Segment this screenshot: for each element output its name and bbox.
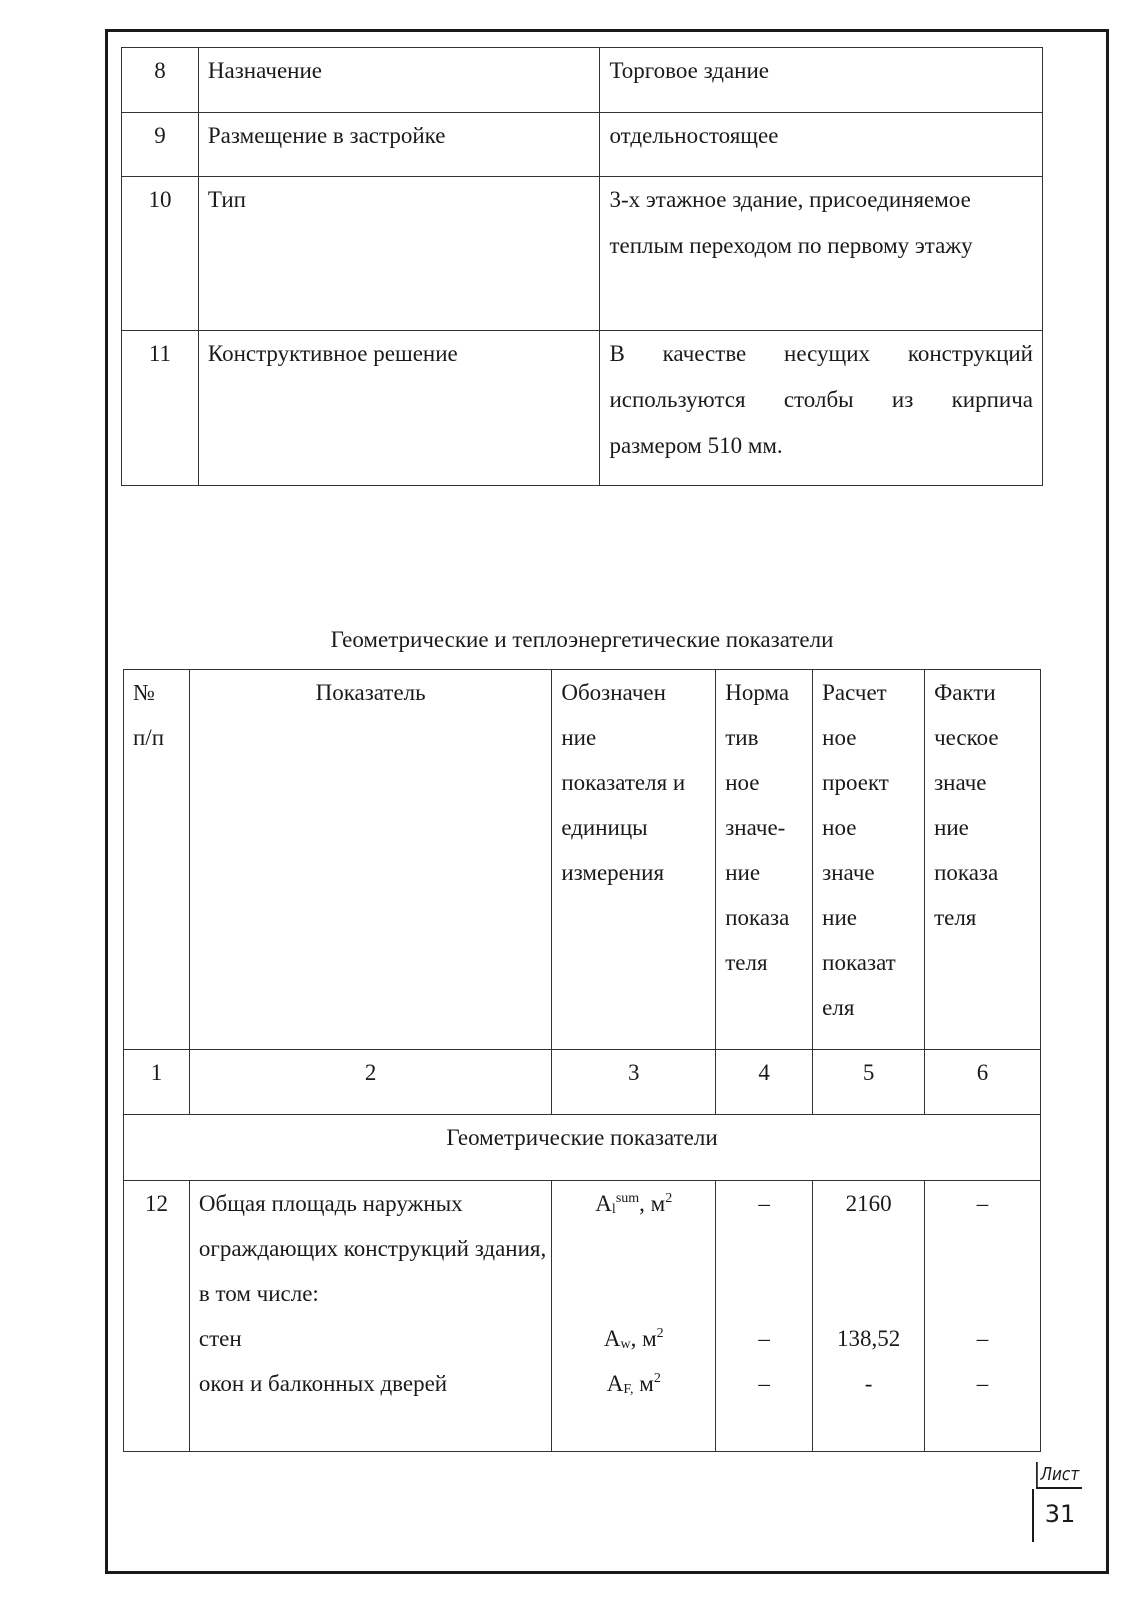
actual-walls: –	[976, 1326, 989, 1351]
sheet-label: Лист	[1036, 1462, 1082, 1489]
building-info-table	[121, 47, 1043, 486]
header-symbol: Обозначен ние показателя и единицы измерения	[552, 670, 716, 1050]
actual-cell	[925, 1181, 1041, 1452]
section-row	[124, 1115, 1041, 1181]
table-row	[124, 1181, 1041, 1452]
parameter-value: отдельностоящее	[600, 113, 1043, 177]
normative-walls: –	[758, 1326, 770, 1351]
header-actual: Факти ческое значе ние показа теля	[925, 670, 1041, 1050]
row-number: 11	[122, 331, 199, 486]
symbol-walls: $A_w$, $м^2$	[603, 1326, 664, 1352]
actual-total: –	[976, 1191, 989, 1216]
header-row	[124, 670, 1041, 1050]
indicator-cell	[189, 1181, 551, 1452]
indicator-windows: окон и балконных дверей	[198, 1371, 448, 1396]
symbol-windows: $A_{F,}$ $м^2$	[606, 1371, 661, 1397]
column-number: 5	[813, 1050, 925, 1115]
sheet-stamp	[1032, 1462, 1086, 1542]
parameter-name: Конструктивное решение	[198, 331, 600, 486]
column-number: 4	[716, 1050, 813, 1115]
parameter-name: Назначение	[198, 48, 600, 113]
normative-windows: –	[758, 1371, 770, 1396]
table-row	[122, 113, 1043, 177]
column-number: 1	[124, 1050, 190, 1115]
indicator-walls: стен	[198, 1326, 242, 1351]
table-caption: Геометрические и теплоэнергетические показатели	[330, 627, 834, 652]
section-title: Геометрические показатели	[124, 1115, 1041, 1181]
parameter-value: В качестве несущих конструкций используются столбы из кирпича размером 510 мм.	[600, 331, 1043, 486]
sheet-number: 31	[1032, 1489, 1086, 1542]
parameter-name: Размещение в застройке	[198, 113, 600, 177]
actual-windows: –	[976, 1371, 989, 1396]
parameter-value: Торговое здание	[600, 48, 1043, 113]
row-number: 12	[124, 1181, 190, 1452]
column-number: 6	[925, 1050, 1041, 1115]
header-indicator: Показатель	[189, 670, 551, 1050]
column-numbers-row	[124, 1050, 1041, 1115]
parameter-name: Тип	[198, 177, 600, 331]
row-number: 9	[122, 113, 199, 177]
column-number: 2	[189, 1050, 551, 1115]
calculated-cell	[813, 1181, 925, 1452]
calculated-total: 2160	[845, 1191, 892, 1216]
header-calculated: Расчет ное проект ное значе ние показат еля	[813, 670, 925, 1050]
header-number: № п/п	[124, 670, 190, 1050]
column-number: 3	[552, 1050, 716, 1115]
calculated-walls: 138,52	[836, 1326, 901, 1351]
row-number: 8	[122, 48, 199, 113]
header-normative: Норма тив ное значе- ние показа теля	[716, 670, 813, 1050]
table-row	[122, 177, 1043, 331]
normative-total: –	[758, 1191, 770, 1216]
table-row	[122, 48, 1043, 113]
calculated-windows: -	[864, 1371, 873, 1396]
row-number: 10	[122, 177, 199, 331]
indicators-table	[123, 669, 1041, 1452]
symbol-total: $A_l^{sum}$, $м^2$	[595, 1191, 673, 1217]
table-row	[122, 331, 1043, 486]
parameter-value: 3-х этажное здание, присоединяемое теплым переходом по первому этажу	[600, 177, 1043, 331]
indicator-name: Общая площадь наружных ограждающих конструкций здания, в том числе:	[198, 1191, 547, 1306]
symbol-cell	[552, 1181, 716, 1452]
normative-cell	[716, 1181, 813, 1452]
